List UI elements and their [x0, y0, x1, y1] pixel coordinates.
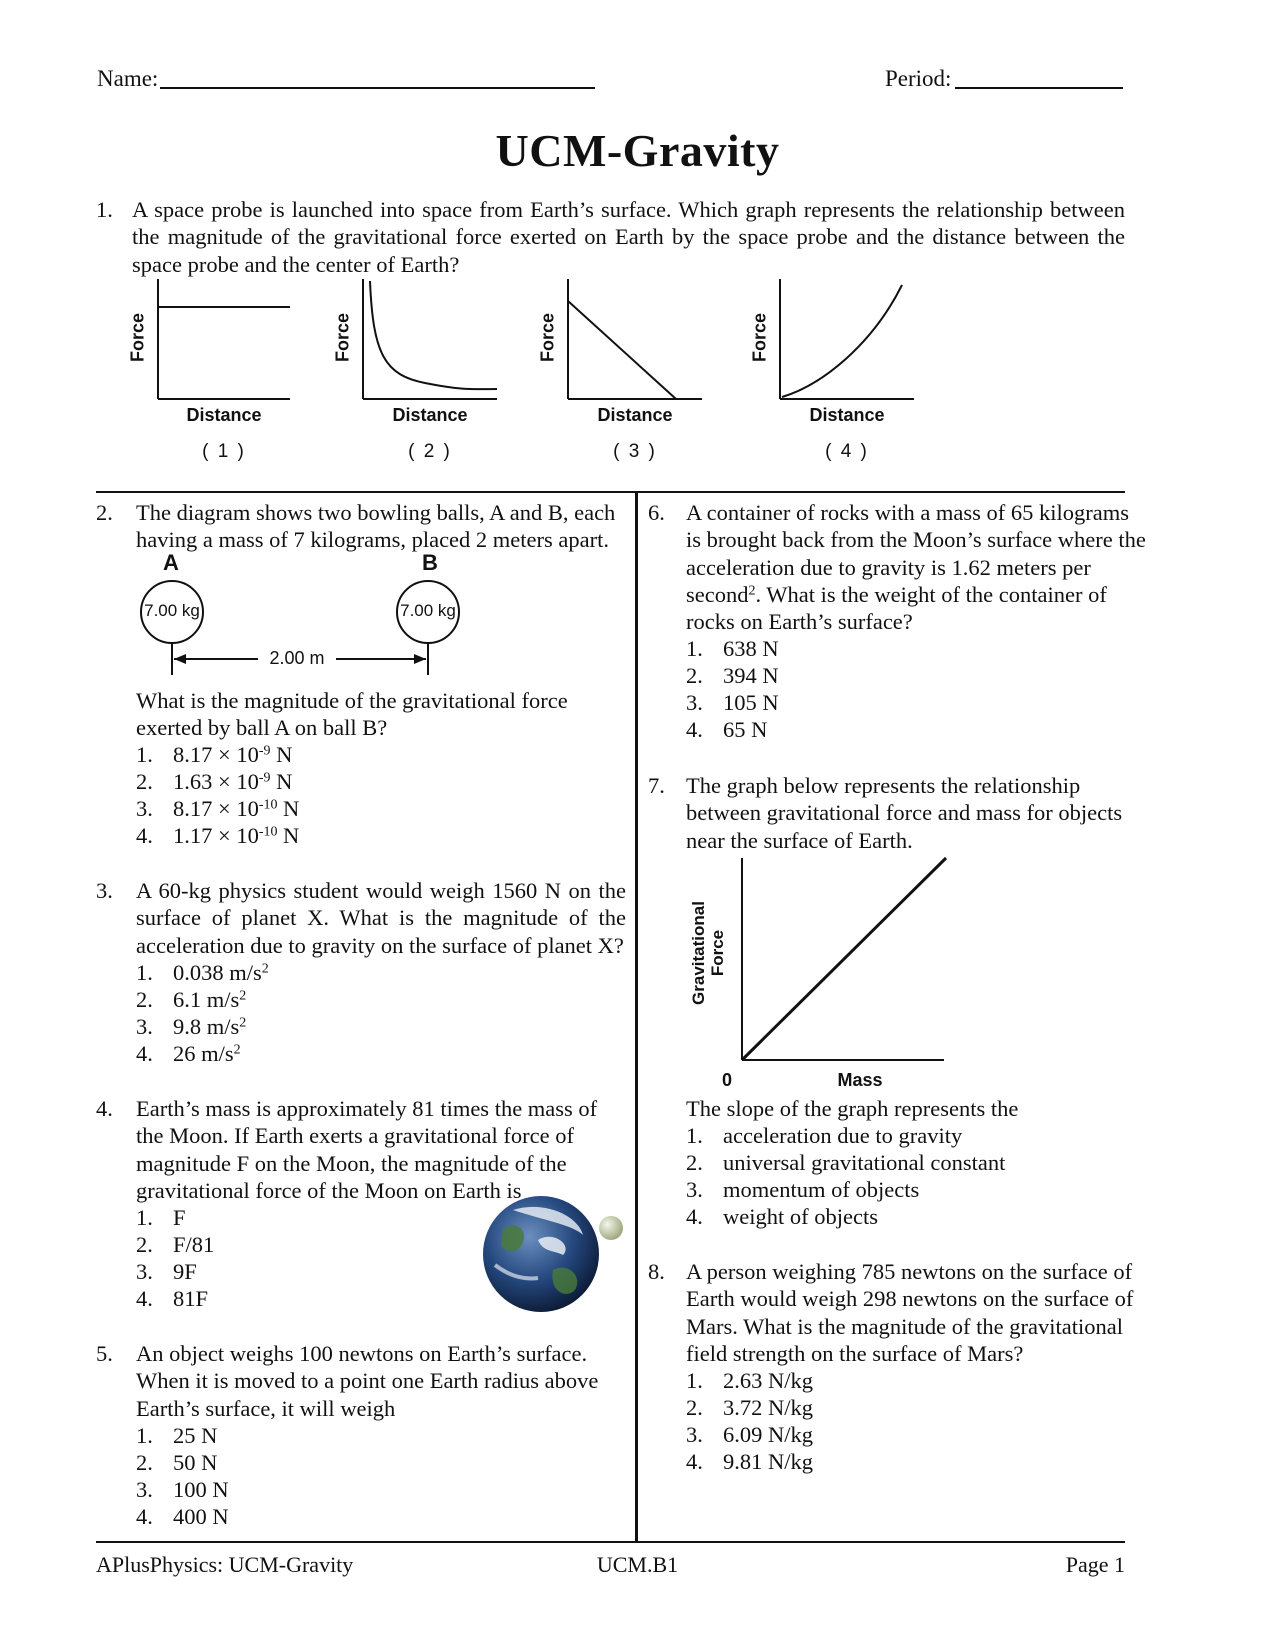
q3-option-1[interactable] [136, 959, 269, 986]
q3-option-2[interactable] [136, 986, 246, 1013]
option-number: 2. [136, 987, 153, 1012]
q6-number: 6. [648, 500, 665, 525]
q7-xlabel: Mass [837, 1070, 883, 1090]
q1-graph-4-curve [782, 285, 902, 397]
option-text: 9.8 m/s [173, 1014, 240, 1039]
option-number: 1. [136, 1205, 153, 1230]
q7-number: 7. [648, 773, 665, 798]
option-number: 2. [686, 663, 703, 688]
option-text: 9.81 N/kg [723, 1449, 813, 1474]
option-number: 1. [136, 1423, 153, 1448]
q1-graph-3 [530, 275, 720, 465]
footer-center: UCM.B1 [596, 1552, 679, 1577]
option-exponent: -10 [258, 824, 278, 840]
option-number: 4. [686, 717, 703, 742]
option-text: 1.63 × 10 [173, 769, 259, 794]
q1-graph-4-plot [742, 275, 932, 405]
q6-option-4[interactable] [686, 716, 767, 743]
q1-graph-4-number: ( 4 ) [825, 441, 869, 462]
q7-text: The graph below represents the relationship between gravitational force and mass for objects near the surface of Earth. [686, 773, 1123, 853]
q1-graph-3-ylabel: Force [537, 312, 558, 363]
option-number: 2. [686, 1395, 703, 1420]
q6-text-tail: . What is the weight of the container of rocks on Earth’s surface? [686, 581, 1107, 635]
q7-question: The slope of the graph represents the [686, 1096, 1019, 1121]
q3-option-4[interactable] [136, 1040, 241, 1067]
q5-option-4[interactable] [136, 1503, 229, 1530]
option-text: 394 N [723, 663, 779, 688]
q1-text: A space probe is launched into space from Earth’s surface. Which graph represents the relationship between the magnitude of the gravitational force exerted on Earth by the space probe and the distance between the space probe and the center of Earth? [132, 197, 1125, 277]
q2-option-4[interactable] [136, 822, 299, 849]
q7-option-3[interactable] [686, 1176, 919, 1203]
option-number: 3. [686, 690, 703, 715]
column-divider [635, 491, 638, 1541]
option-unit: N [277, 823, 300, 848]
q4-option-2[interactable] [136, 1231, 214, 1258]
option-text: 0.038 m/s [173, 960, 262, 985]
q8-option-3[interactable] [686, 1421, 813, 1448]
q8-option-1[interactable] [686, 1367, 813, 1394]
option-text: 8.17 × 10 [173, 796, 259, 821]
option-exponent: 2 [233, 1042, 241, 1058]
q7-option-2[interactable] [686, 1149, 1005, 1176]
q2-option-3[interactable] [136, 795, 299, 822]
option-number: 4. [136, 1286, 153, 1311]
q7-option-4[interactable] [686, 1203, 878, 1230]
option-text: momentum of objects [723, 1177, 920, 1202]
option-text: 105 N [723, 690, 779, 715]
q7-ylabel-line2: Force [708, 929, 727, 977]
option-number: 3. [136, 1477, 153, 1502]
option-text: 65 N [723, 717, 768, 742]
option-text: 81F [173, 1286, 209, 1311]
option-number: 1. [136, 742, 153, 767]
option-number: 4. [136, 1504, 153, 1529]
q1-graph-4-ylabel: Force [749, 312, 770, 363]
period-field[interactable] [955, 87, 1123, 89]
q5-option-2[interactable] [136, 1449, 217, 1476]
option-exponent: 2 [239, 1015, 247, 1031]
distance-label: 2.00 m [269, 648, 325, 668]
q4-option-1[interactable] [136, 1204, 186, 1231]
q2-option-1[interactable] [136, 741, 292, 768]
q4-option-4[interactable] [136, 1285, 208, 1312]
q3-number: 3. [96, 878, 113, 903]
q1-graph-4-xlabel: Distance [809, 405, 885, 425]
ball-a-label: A [163, 550, 179, 575]
q1-graph-1-number: ( 1 ) [202, 441, 246, 462]
option-text: 100 N [173, 1477, 229, 1502]
q5-option-1[interactable] [136, 1422, 217, 1449]
q6-text [686, 499, 1146, 635]
ball-b-label: B [422, 550, 438, 575]
option-text: 26 m/s [173, 1041, 234, 1066]
option-number: 1. [686, 1368, 703, 1393]
q7-ylabel-line1: Gravitational [689, 901, 708, 1005]
option-text: 50 N [173, 1450, 218, 1475]
option-number: 4. [136, 823, 153, 848]
q2-option-2[interactable] [136, 768, 292, 795]
option-number: 2. [136, 1232, 153, 1257]
q6-option-1[interactable] [686, 635, 779, 662]
option-number: 4. [686, 1449, 703, 1474]
option-number: 2. [136, 769, 153, 794]
option-text: 2.63 N/kg [723, 1368, 813, 1393]
option-text: 400 N [173, 1504, 229, 1529]
q7-graph [690, 852, 960, 1092]
q4-option-3[interactable] [136, 1258, 197, 1285]
q7-option-1[interactable] [686, 1122, 962, 1149]
q2-text: The diagram shows two bowling balls, A and B, each having a mass of 7 kilograms, placed 2 meters apart. [136, 500, 616, 553]
q8-number: 8. [648, 1259, 665, 1284]
q5-text: An object weighs 100 newtons on Earth’s surface. When it is moved to a point one Earth radius above Earth’s surface, it will weigh [136, 1341, 599, 1421]
q6-option-2[interactable] [686, 662, 779, 689]
ball-a-mass: 7.00 kg [144, 601, 200, 620]
name-label: Name: [97, 66, 159, 91]
option-exponent: 2 [239, 988, 247, 1004]
option-text: 6.09 N/kg [723, 1422, 813, 1447]
q1-graph-2-number: ( 2 ) [408, 441, 452, 462]
option-number: 1. [686, 1123, 703, 1148]
option-number: 2. [686, 1150, 703, 1175]
option-number: 1. [136, 960, 153, 985]
moon-icon [599, 1216, 623, 1240]
option-text: 9F [173, 1259, 197, 1284]
option-unit: N [277, 796, 300, 821]
q4-text: Earth’s mass is approximately 81 times the mass of the Moon. If Earth exerts a gravitational force of magnitude F on the Moon, the magnitude of the gravitational force of the Moon on Earth is [136, 1096, 598, 1203]
name-field[interactable] [160, 87, 595, 89]
q6-option-3[interactable] [686, 689, 779, 716]
option-text: acceleration due to gravity [723, 1123, 963, 1148]
q5-option-3[interactable] [136, 1476, 229, 1503]
ball-b-mass: 7.00 kg [400, 601, 456, 620]
option-text: 25 N [173, 1423, 218, 1448]
q1-number: 1. [96, 197, 113, 222]
option-text: 6.1 m/s [173, 987, 240, 1012]
q7-ylabel [689, 893, 727, 1013]
option-text: 8.17 × 10 [173, 742, 259, 767]
q1-graph-3-curve [568, 301, 676, 399]
footer-left: APlusPhysics: UCM-Gravity [96, 1552, 354, 1577]
q1-graph-2-xlabel: Distance [392, 405, 468, 425]
q3-text: A 60-kg physics student would weigh 1560 N on the surface of planet X. What is the magnitude of the acceleration due to gravity on the surface of planet X? [136, 878, 626, 958]
q8-text: A person weighing 785 newtons on the surface of Earth would weigh 298 newtons on the surface of Mars. What is the magnitude of the gravitational field strength on the surface of Mars? [686, 1259, 1134, 1366]
q7-graph-plot [690, 852, 960, 1072]
option-unit: N [270, 742, 293, 767]
q1-graph-2 [325, 275, 515, 465]
q1-graph-2-curve [370, 281, 497, 389]
option-number: 3. [136, 796, 153, 821]
option-exponent: -9 [258, 743, 271, 759]
option-text: weight of objects [723, 1204, 878, 1229]
option-text: universal gravitational constant [723, 1150, 1006, 1175]
option-exponent: 2 [261, 961, 269, 977]
q5-number: 5. [96, 1341, 113, 1366]
option-number: 3. [686, 1422, 703, 1447]
option-text: F/81 [173, 1232, 215, 1257]
q2-question: What is the magnitude of the gravitational force exerted by ball A on ball B? [136, 688, 568, 741]
q1-graph-4 [742, 275, 932, 465]
option-text: 3.72 N/kg [723, 1395, 813, 1420]
q1-graph-1 [120, 275, 310, 465]
option-number: 4. [136, 1041, 153, 1066]
option-text: 638 N [723, 636, 779, 661]
q2-diagram [130, 550, 470, 675]
q2-number: 2. [96, 500, 113, 525]
top-divider [96, 491, 1125, 493]
earth-moon-image [483, 1190, 633, 1320]
option-number: 3. [136, 1259, 153, 1284]
option-exponent: -10 [258, 797, 278, 813]
option-text: F [173, 1205, 186, 1230]
q7-origin-label: 0 [722, 1070, 733, 1090]
option-number: 2. [136, 1450, 153, 1475]
q1-graph-1-ylabel: Force [127, 312, 148, 363]
q1-graph-2-ylabel: Force [332, 312, 353, 363]
option-text: 1.17 × 10 [173, 823, 259, 848]
footer-right: Page 1 [1065, 1552, 1125, 1577]
option-unit: N [270, 769, 293, 794]
option-number: 3. [686, 1177, 703, 1202]
q8-option-4[interactable] [686, 1448, 813, 1475]
q1-graph-3-number: ( 3 ) [613, 441, 657, 462]
q8-option-2[interactable] [686, 1394, 813, 1421]
page-title: UCM-Gravity [495, 125, 780, 176]
q6-text-exponent: 2 [748, 583, 756, 599]
q4-number: 4. [96, 1096, 113, 1121]
option-number: 1. [686, 636, 703, 661]
footer-divider [96, 1541, 1125, 1543]
q1-graph-1-xlabel: Distance [186, 405, 262, 425]
q3-option-3[interactable] [136, 1013, 246, 1040]
period-label: Period: [885, 66, 952, 91]
option-number: 3. [136, 1014, 153, 1039]
q1-graph-3-xlabel: Distance [597, 405, 673, 425]
q6-text-main: A container of rocks with a mass of 65 kilograms is brought back from the Moon’s surface where the acceleration due to gravity is 1.62 meters per second [686, 500, 1146, 607]
option-number: 4. [686, 1204, 703, 1229]
q1-graph-1-plot [120, 275, 310, 405]
q1-graph-3-plot [530, 275, 720, 405]
q7-graph-line [742, 858, 946, 1060]
option-exponent: -9 [258, 770, 271, 786]
q1-graph-2-plot [325, 275, 515, 405]
